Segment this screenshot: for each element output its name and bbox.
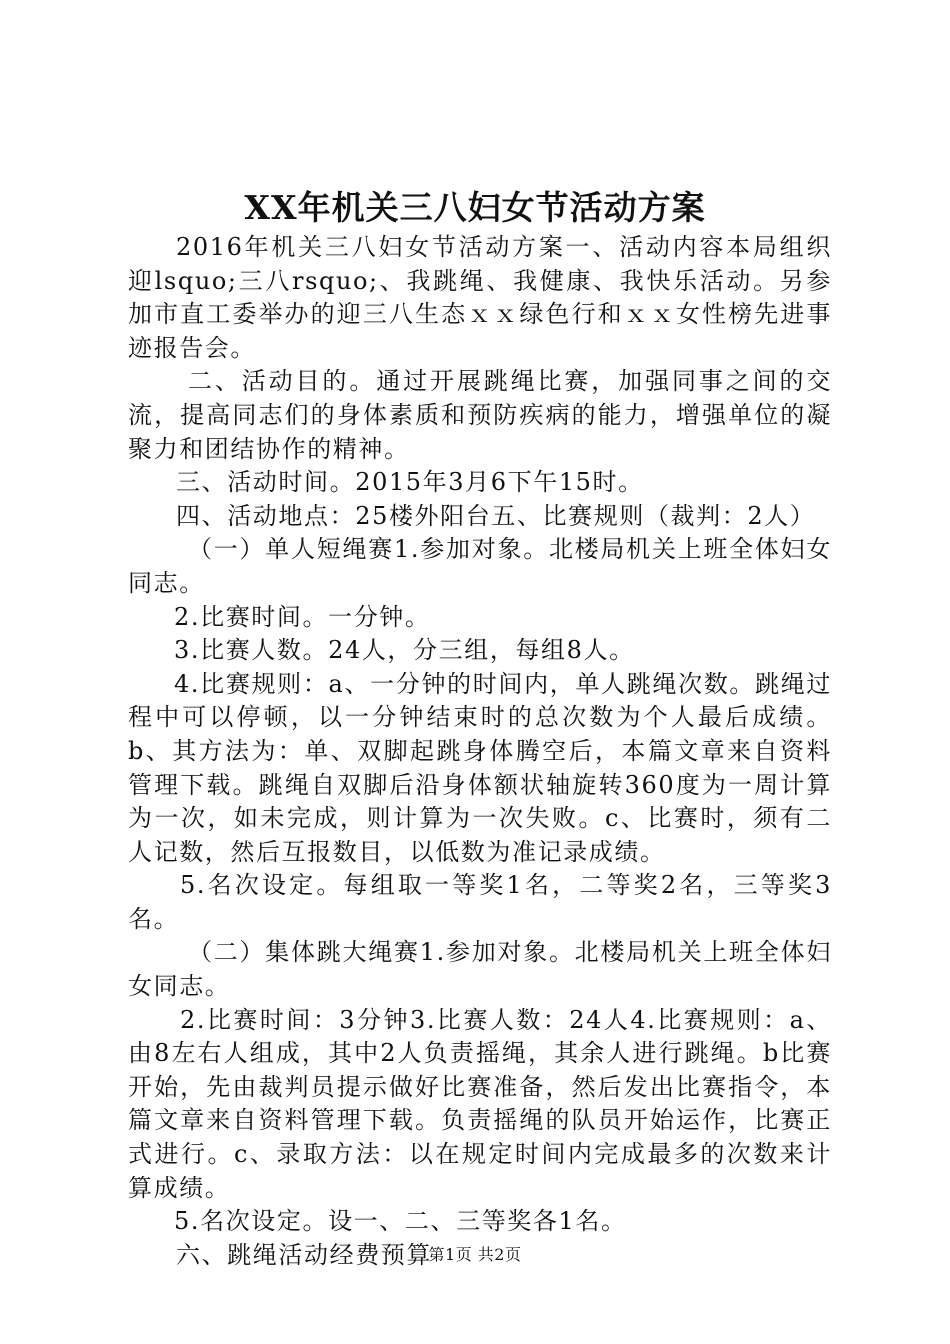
- paragraph-single-rope-rules: 4.比赛规则：a、一分钟的时间内，单人跳绳次数。跳绳过程中可以停顿，以一分钟结束时的总次数为个人最后成绩。b、其方法为：单、双脚起跳身体腾空后，本篇文章来自资料管理下载。跳绳自双脚后沿身体额状轴旋转360度为一周计算为一次，如未完成，则计算为一次失败。c、比赛时，须有二人记数，然后互报数目，以低数为准记录成绩。: [128, 669, 832, 866]
- paragraph-activity-purpose: 二、活动目的。通过开展跳绳比赛，加强同事之间的交流，提高同志们的身体素质和预防疾病的能力，增强单位的凝聚力和团结协作的精神。: [128, 367, 832, 463]
- page-footer: 第1页 共2页: [428, 1245, 522, 1264]
- document-title: XX年机关三八妇女节活动方案: [244, 188, 706, 227]
- paragraph-activity-location: 四、活动地点：25楼外阳台五、比赛规则（裁判：2人）: [176, 501, 816, 530]
- paragraph-single-rope-participants: （一）单人短绳赛1.参加对象。北楼局机关上班全体妇女同志。: [128, 535, 832, 597]
- paragraph-activity-content: 2016年机关三八妇女节活动方案一、活动内容本局组织迎lsquo;三八rsquo;、我跳绳、我健康、我快乐活动。另参加市直工委举办的迎三八生态ｘｘ绿色行和ｘｘ女性榜先进事迹报告会。: [128, 233, 832, 362]
- paragraph-single-rope-duration: 2.比赛时间。一分钟。: [174, 602, 431, 631]
- paragraph-group-rope-ranking: 5.名次设定。设一、二、三等奖各1名。: [174, 1207, 627, 1236]
- paragraph-activity-time: 三、活动时间。2015年3月6下午15时。: [176, 468, 644, 497]
- document-body: [128, 231, 832, 1272]
- paragraph-group-rope-rules: 2.比赛时间：3分钟3.比赛人数：24人4.比赛规则：a、由8左右人组成，其中2人负责摇绳，其余人进行跳绳。b比赛开始，先由裁判员提示做好比赛准备，然后发出比赛指令，本篇文章来自资料管理下载。负责摇绳的队员开始运作，比赛正式进行。c、录取方法：以在规定时间内完成最多的次数来计算成绩。: [128, 1005, 832, 1202]
- paragraph-budget-heading: 六、跳绳活动经费预算: [176, 1240, 432, 1269]
- paragraph-single-rope-ranking: 5.名次设定。每组取一等奖1名，二等奖2名，三等奖3名。: [128, 871, 832, 933]
- paragraph-single-rope-count: 3.比赛人数。24人，分三组，每组8人。: [174, 636, 635, 665]
- paragraph-group-rope-participants: （二）集体跳大绳赛1.参加对象。北楼局机关上班全体妇女同志。: [128, 938, 832, 1001]
